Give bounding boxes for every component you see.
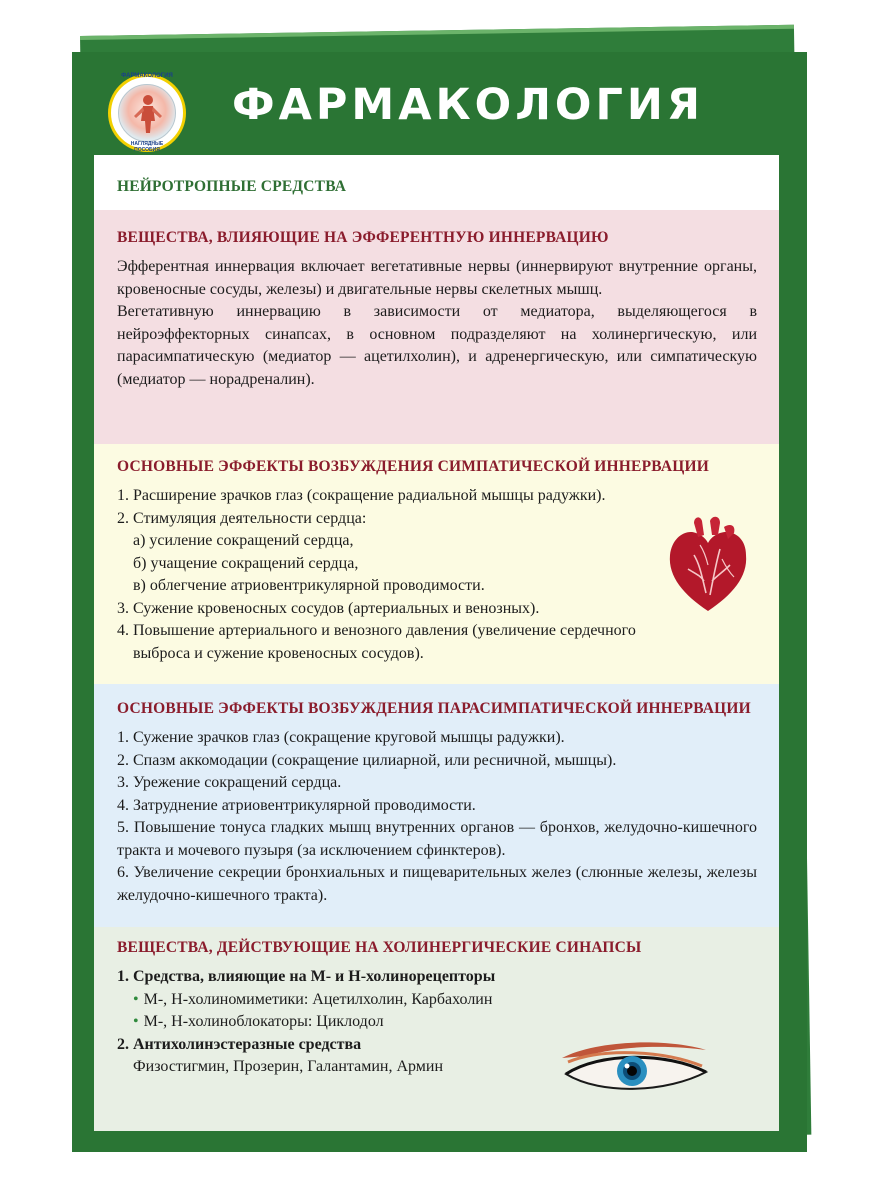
section1-paragraph-2: Вегетативную иннервацию в зависимости от медиатора, выделяющегося в нейроэффекторных синапсах, в основном подразделяют на холинергическую, или парасимпатическую (медиатор — ацетилхолин), и адренергическую, или симпатическую (медиатор — норадреналин).	[117, 303, 757, 388]
section2-title: ОСНОВНЫЕ ЭФФЕКТЫ ВОЗБУЖДЕНИЯ СИМПАТИЧЕСКОЙ ИННЕРВАЦИИ	[117, 458, 709, 475]
list-item: 2. Спазм аккомодации (сокращение цилиарной, или ресничной, мышцы).	[117, 751, 617, 769]
list-item: 4. Повышение артериального и венозного давления (увеличение сердечного	[117, 622, 636, 639]
section-heading-neurotropic: НЕЙРОТРОПНЫЕ СРЕДСТВА	[117, 178, 347, 195]
group1-title: 1. Средства, влияющие на М- и Н-холинорецепторы	[117, 968, 496, 985]
human-body-icon	[118, 73, 176, 153]
section1-title: ВЕЩЕСТВА, ВЛИЯЮЩИЕ НА ЭФФЕРЕНТНУЮ ИННЕРВАЦИЮ	[117, 229, 609, 246]
list-item: 1. Сужение зрачков глаз (сокращение круговой мышцы радужки).	[117, 729, 565, 746]
list-item: • М-, Н-холиноблокаторы: Циклодол	[133, 1013, 384, 1030]
list-item: • М-, Н-холиномиметики: Ацетилхолин, Карбахолин	[133, 990, 493, 1008]
group2-title: 2. Антихолинэстеразные средства	[117, 1035, 362, 1053]
eye-illustration-icon	[556, 1040, 716, 1096]
list-item: б) учащение сокращений сердца,	[133, 554, 359, 572]
group2-text: Физостигмин, Прозерин, Галантамин, Армин	[133, 1058, 444, 1075]
bullet-icon: •	[133, 990, 139, 1008]
list-item: выброса и сужение кровеносных сосудов).	[133, 644, 424, 662]
section2-list	[117, 485, 757, 665]
section1-body	[117, 256, 757, 391]
section3-list	[117, 727, 757, 907]
list-item: 6. Увеличение секреции бронхиальных и пищеварительных желез (слюнные железы, железы желудочно-кишечного тракта).	[117, 864, 757, 904]
page-title: ФАРМАКОЛОГИЯ	[232, 80, 704, 130]
list-item: в) облегчение атриовентрикулярной проводимости.	[133, 577, 485, 594]
list-item: а) усиление сокращений сердца,	[133, 532, 354, 549]
bullet-icon: •	[133, 1013, 139, 1030]
section1-paragraph-1: Эфферентная иннервация включает вегетативные нервы (иннервируют внутренние органы, кровеносные сосуды, железы) и двигательные нервы скелетных мышц.	[117, 258, 757, 298]
series-badge	[108, 74, 186, 152]
badge-top-text: ФАРМАКОЛОГИЯ	[121, 73, 173, 79]
section3-title: ОСНОВНЫЕ ЭФФЕКТЫ ВОЗБУЖДЕНИЯ ПАРАСИМПАТИЧЕСКОЙ ИННЕРВАЦИИ	[117, 700, 751, 717]
list-item: 3. Урежение сокращений сердца.	[117, 774, 342, 791]
list-item: 4. Затруднение атриовентрикулярной проводимости.	[117, 796, 476, 814]
list-item: 3. Сужение кровеносных сосудов (артериальных и венозных).	[117, 599, 540, 617]
list-item: 5. Повышение тонуса гладких мышц внутренних органов — бронхов, желудочно-кишечного тракта и мочевого пузыря (за исключением сфинктеров).	[117, 819, 757, 859]
heart-illustration-icon	[664, 515, 752, 615]
section4-title: ВЕЩЕСТВА, ДЕЙСТВУЮЩИЕ НА ХОЛИНЕРГИЧЕСКИЕ СИНАПСЫ	[117, 939, 642, 956]
list-item: 1. Расширение зрачков глаз (сокращение радиальной мышцы радужки).	[117, 487, 606, 504]
list-item: 2. Стимуляция деятельности сердца:	[117, 509, 367, 527]
badge-bottom-text: НАГЛЯДНЫЕ ПОСОБИЯ	[130, 141, 164, 153]
